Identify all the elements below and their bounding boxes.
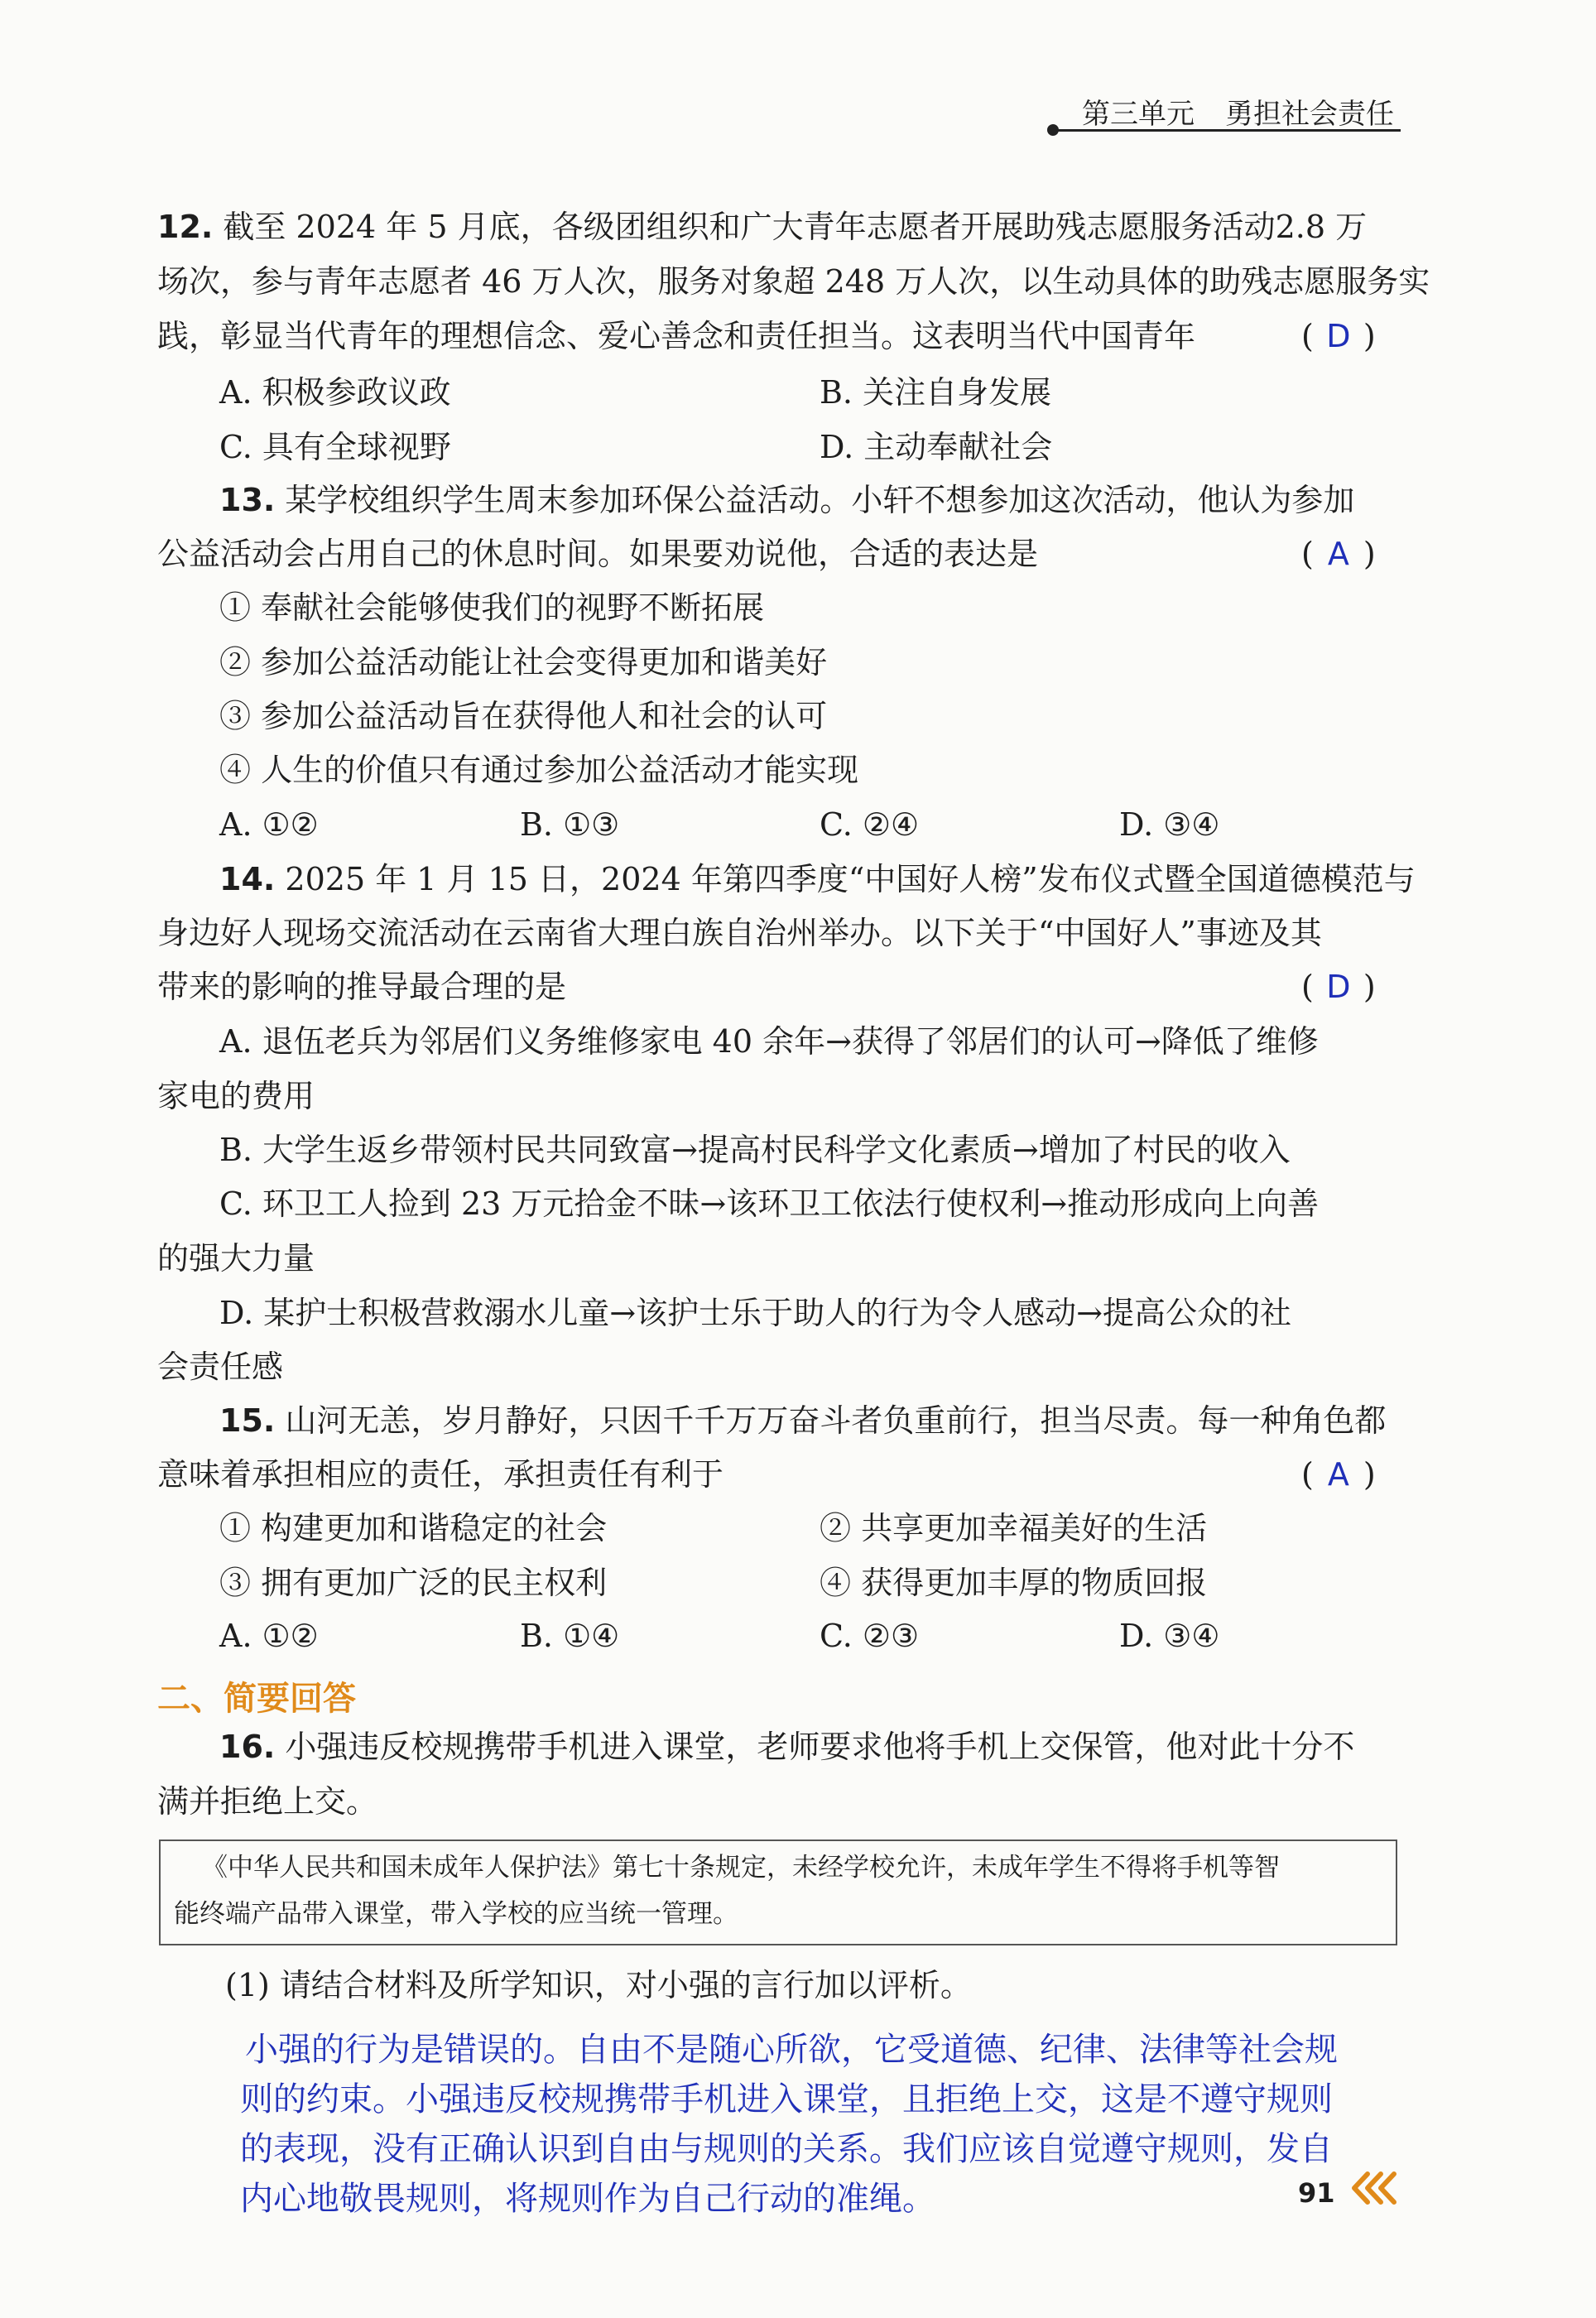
q14-option-c: C. 环卫工人捡到 23 万元拾金不昧→该环卫工依法行使权利→推动形成向上向善: [219, 1185, 1320, 1222]
chevron-left-icon: [1349, 2171, 1401, 2209]
answer-line-2: 则的约束。小强违反校规携带手机进入课堂，且拒绝上交，这是不遵守规则: [240, 2080, 1333, 2118]
q15-item-3: ③ 拥有更加广泛的民主权利: [219, 1565, 608, 1601]
q15-option-a: A. ①②: [219, 1618, 319, 1654]
q15-number: 15.: [219, 1402, 276, 1439]
q12-line-1: 12. 截至 2024 年 5 月底，各级团组织和广大青年志愿者开展助残志愿服务活动2.8 万: [157, 209, 1368, 245]
material-line-1: 《中华人民共和国未成年人保护法》第七十条规定，未经学校允许，未成年学生不得将手机等智: [202, 1853, 1280, 1883]
q13-option-d: D. ③④: [1119, 806, 1220, 843]
q15-option-c: C. ②③: [820, 1618, 920, 1654]
q13-item-2: ② 参加公益活动能让社会变得更加和谐美好: [219, 644, 828, 680]
q12-number: 12.: [157, 209, 214, 245]
unit-title: 第三单元: [1082, 98, 1195, 131]
page-header: [1047, 91, 1405, 134]
q13-item-3: ③ 参加公益活动旨在获得他人和社会的认可: [219, 698, 828, 734]
q15-line-1: 15. 山河无恙，岁月静好，只因千千万万奋斗者负重前行，担当尽责。每一种角色都: [219, 1402, 1387, 1439]
q13-answer: ( A ): [1301, 536, 1376, 572]
q14-line-3: 带来的影响的推导最合理的是: [157, 969, 567, 1005]
q14-number: 14.: [219, 861, 276, 897]
q15-option-b: B. ①④: [520, 1618, 620, 1654]
q16-line-1: 16. 小强违反校规携带手机进入课堂，老师要求他将手机上交保管，他对此十分不: [219, 1729, 1355, 1765]
q13-item-1: ① 奉献社会能够使我们的视野不断拓展: [219, 589, 765, 626]
q14-option-d-cont: 会责任感: [157, 1349, 284, 1385]
q13-option-c: C. ②④: [820, 806, 920, 843]
q13-item-4: ④ 人生的价值只有通过参加公益活动才能实现: [219, 752, 859, 788]
q12-line-3: 践，彰显当代青年的理想信念、爱心善念和责任担当。这表明当代中国青年: [157, 318, 1196, 354]
q13-option-a: A. ①②: [219, 806, 319, 843]
q14-option-a: A. 退伍老兵为邻居们义务维修家电 40 余年→获得了邻居们的认可→降低了维修: [219, 1023, 1319, 1060]
q15-option-d: D. ③④: [1119, 1618, 1220, 1654]
section-title: 二、简要回答: [157, 1680, 356, 1718]
q12-option-c: C. 具有全球视野: [219, 429, 451, 465]
material-box: [159, 1839, 1397, 1945]
q12-answer: ( D ): [1301, 318, 1376, 354]
q16-line-2: 满并拒绝上交。: [157, 1783, 378, 1820]
unit-topic: 勇担社会责任: [1225, 98, 1394, 131]
q15-item-1: ① 构建更加和谐稳定的社会: [219, 1510, 608, 1546]
q12-option-b: B. 关注自身发展: [820, 374, 1052, 411]
q14-line-1: 14. 2025 年 1 月 15 日，2024 年第四季度“中国好人榜”发布仪式暨全国道德模范与: [219, 861, 1416, 897]
q14-option-d: D. 某护士积极营救溺水儿童→该护士乐于助人的行为令人感动→提高公众的社: [219, 1295, 1291, 1331]
q16-number: 16.: [219, 1729, 276, 1765]
q16-subquestion-1: (1) 请结合材料及所学知识，对小强的言行加以评析。: [225, 1967, 972, 2003]
q15-item-2: ② 共享更加幸福美好的生活: [820, 1510, 1208, 1546]
answer-line-1: 小强的行为是错误的。自由不是随心所欲，它受道德、纪律、法律等社会规: [245, 2031, 1338, 2069]
answer-line-3: 的表现，没有正确认识到自由与规则的关系。我们应该自觉遵守规则，发自: [240, 2130, 1333, 2168]
q15-answer: ( A ): [1301, 1456, 1376, 1493]
q12-option-a: A. 积极参政议政: [219, 374, 451, 411]
q14-option-c-cont: 的强大力量: [157, 1240, 315, 1277]
q13-line-1: 13. 某学校组织学生周末参加环保公益活动。小轩不想参加这次活动，他认为参加: [219, 482, 1355, 518]
q13-number: 13.: [219, 482, 276, 518]
q14-answer: ( D ): [1301, 969, 1376, 1005]
q12-option-d: D. 主动奉献社会: [820, 429, 1053, 465]
q12-line-2: 场次，参与青年志愿者 46 万人次，服务对象超 248 万人次，以生动具体的助残志愿服务实: [157, 263, 1430, 300]
q14-line-2: 身边好人现场交流活动在云南省大理白族自治州举办。以下关于“中国好人”事迹及其: [157, 915, 1322, 951]
answer-line-4: 内心地敬畏规则，将规则作为自己行动的准绳。: [240, 2180, 935, 2218]
q13-option-b: B. ①③: [520, 806, 620, 843]
q15-item-4: ④ 获得更加丰厚的物质回报: [820, 1565, 1208, 1601]
q13-line-2: 公益活动会占用自己的休息时间。如果要劝说他，合适的表达是: [157, 536, 1039, 572]
page-number: 91: [1298, 2177, 1335, 2209]
q14-option-b: B. 大学生返乡带领村民共同致富→提高村民科学文化素质→增加了村民的收入: [219, 1132, 1291, 1168]
q15-line-2: 意味着承担相应的责任，承担责任有利于: [157, 1456, 724, 1493]
q14-option-a-cont: 家电的费用: [157, 1078, 315, 1114]
material-line-2: 能终端产品带入课堂，带入学校的应当统一管理。: [174, 1899, 738, 1929]
